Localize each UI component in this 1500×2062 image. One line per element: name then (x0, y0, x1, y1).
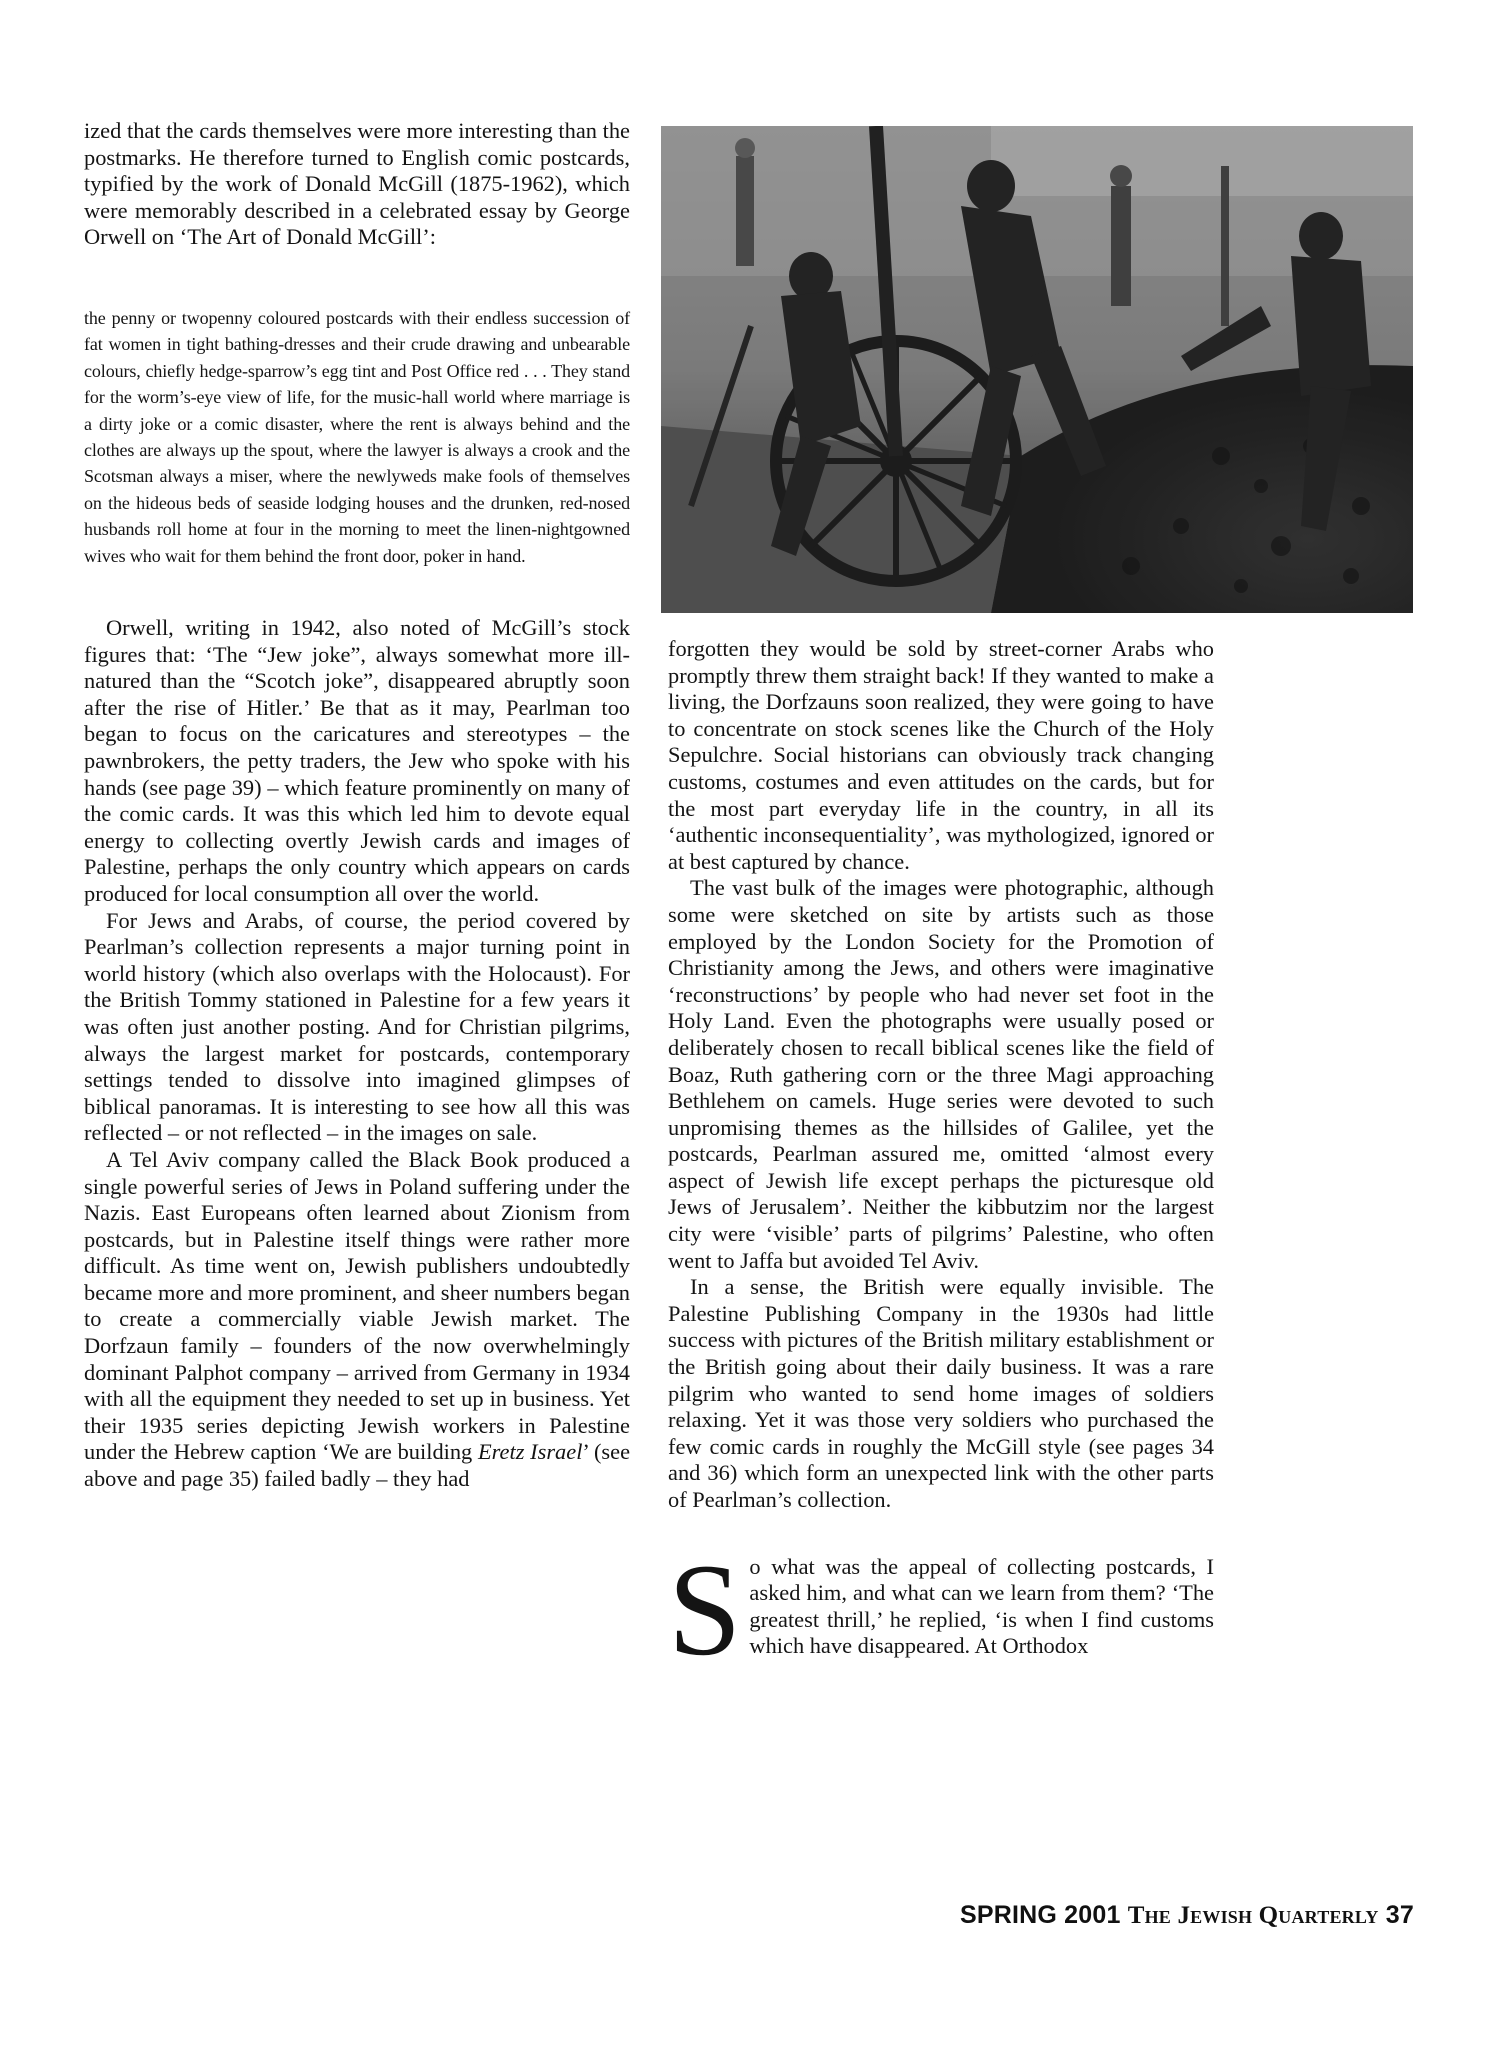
dropcap-paragraph-text: o what was the appeal of collecting postcards, I asked him, and what can we learn from them? ‘The greatest thrill,’ he replied, ‘is when I find customs which have disappeared. At Orthodox (749, 1553, 1214, 1659)
publication-title: The Jewish Quarterly (1127, 1902, 1379, 1929)
vast-bulk-paragraph: The vast bulk of the images were photographic, although some were sketched on site by artists such as those employed by the London Society for the Promotion of Christianity among the Jews, and others were imaginative ‘reconstructions’ by people who had never set foot in the Holy Land. Even the photographs were usually posed or deliberately chosen to recall biblical scenes like the field of Boaz, Ruth gathering corn or the three Magi approaching Bethlehem on camels. Huge series were devoted to such unpromising themes as the hillsides of Galilee, yet the postcards, Pearlman assured me, omitted ‘almost every aspect of Jewish life except perhaps the picturesque old Jews of Jerusalem’. Neither the kibbutzim nor the largest city were ‘visible’ parts of pilgrims’ Palestine, who often went to Jaffa but avoided Tel Aviv. (668, 875, 1214, 1273)
drop-cap-letter: S (668, 1535, 742, 1683)
forgotten-paragraph: forgotten they would be sold by street-corner Arabs who promptly threw them straight back! If they wanted to make a living, the Dorfzauns soon realized, they were going to have to concentrate on stock scenes like the Church of the Holy Sepulchre. Social historians can obviously track changing customs, costumes and even attitudes on the cards, but for the most part everyday life in the country, in all its ‘authentic inconsequentiality’, was mythologized, ignored or at best captured by chance. (668, 636, 1214, 874)
eretz-israel-italic: Eretz Israel (478, 1439, 583, 1465)
workers-photograph (661, 126, 1413, 613)
tel-aviv-text: A Tel Aviv company called the Black Book produced a single powerful series of Jews in Poland suffering under the Nazis. East Europeans often learned about Zionism from postcards, but in Palestine itself things were rather more difficult. As time went on, Jewish publishers undoubtedly became more and more prominent, and sheer numbers began to create a commercially viable Jewish market. The Dorfzaun family – founders of the now overwhelmingly dominant Palphot company – arrived from Germany in 1934 with all the equipment they needed to set up in business. Yet their 1935 series depicting Jewish workers in Palestine under the Hebrew caption ‘We are building (84, 1146, 630, 1465)
right-column (668, 636, 1214, 1683)
orwell-paragraph: Orwell, writing in 1942, also noted of McGill’s stock figures that: ‘The “Jew joke”, always somewhat more ill-natured than the “Scotch joke”, disappeared abruptly soon after the rise of Hitler.’ Be that as it may, Pearlman too began to focus on the caricatures and stereotypes – the pawnbrokers, the petty traders, the Jew who spoke with his hands (see page 39) – which feature prominently on many of the comic cards. It was this which led him to devote equal energy to collecting overtly Jewish cards and images of Palestine, perhaps the only country which appears on cards produced for local consumption all over the world. (84, 615, 630, 906)
tel-aviv-paragraph (84, 1147, 630, 1493)
british-paragraph: In a sense, the British were equally invisible. The Palestine Publishing Company in the 1930s had little success with pictures of the British military establishment or the British going about their daily business. It was a rare pilgrim who wanted to send home images of soldiers relaxing. Yet it was those very soldiers who purchased the few comic cards in roughly the McGill style (see pages 34 and 36) which form an unexpected link with the other parts of Pearlman’s collection. (668, 1274, 1214, 1512)
intro-paragraph: ized that the cards themselves were more interesting than the postmarks. He therefore turned to English comic postcards, typified by the work of Donald McGill (1875-1962), which were memorably described in a celebrated essay by George Orwell on ‘The Art of Donald McGill’: (84, 118, 630, 250)
page-number: 37 (1385, 1901, 1414, 1929)
photo-illustration (661, 126, 1413, 613)
left-column (84, 118, 630, 1493)
jews-arabs-paragraph: For Jews and Arabs, of course, the period covered by Pearlman’s collection represents a major turning point in world history (which also overlaps with the Holocaust). For the British Tommy stationed in Palestine for a few years it was often just another posting. And for Christian pilgrims, always the largest market for postcards, contemporary settings tended to dissolve into imagined glimpses of biblical panoramas. It is interesting to see how all this was reflected – or not reflected – in the images on sale. (84, 907, 630, 1146)
dropcap-paragraph (668, 1535, 1214, 1683)
page-footer (960, 1901, 1414, 1930)
orwell-quote: the penny or twopenny coloured postcards with their endless succession of fat women in tight bathing-dresses and their crude drawing and unbearable colours, chiefly hedge-sparrow’s egg tint and Post Office red . . . They stand for the worm’s-eye view of life, for the music-hall world where marriage is a dirty joke or a comic disaster, where the rent is always behind and the clothes are always up the spout, where the lawyer is always a crook and the Scotsman always a miser, where the newlyweds make fools of themselves on the hideous beds of seaside lodging houses and the drunken, red-nosed husbands roll home at four in the morning to meet the linen-nightgowned wives who wait for them behind the front door, poker in hand. (84, 307, 630, 566)
tel-aviv-text-end: ’ (see above and page 35) failed badly – they had (84, 1439, 631, 1492)
issue-season: SPRING 2001 (959, 1901, 1121, 1929)
